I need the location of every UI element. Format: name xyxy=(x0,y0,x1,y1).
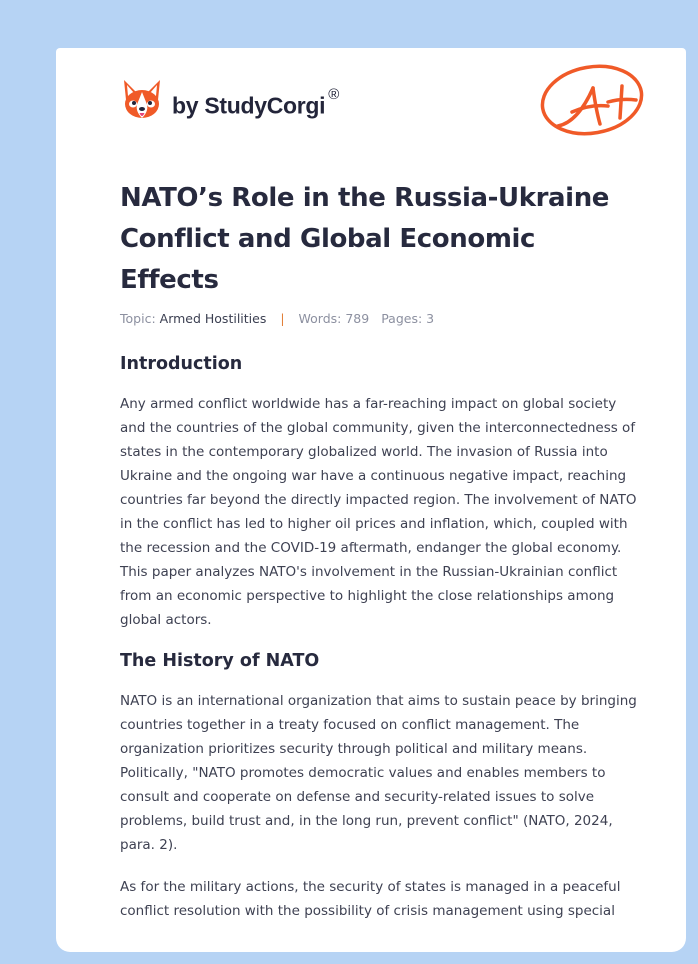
page-count: Pages: 3 xyxy=(381,311,435,326)
document-body xyxy=(120,350,640,923)
meta-separator: | xyxy=(280,311,285,326)
section-heading-history-of-nato: The History of NATO xyxy=(120,651,320,671)
document-page xyxy=(56,48,686,952)
brand-name: by StudyCorgi ® xyxy=(172,86,340,119)
paragraph: Any armed conflict worldwide has a far-reaching impact on global society and the countries of the global community, given the interconnectedness of states in the contemporary globalized world. The invasion of Russia into Ukraine and the ongoing war have a continuous negative impact, reaching countries far beyond the directly impacted region. The involvement of NATO in the conflict has led to higher oil prices and inflation, which, coupled with the recession and the COVID-19 aftermath, endanger the global economy. This paper analyzes NATO's involvement in the Russian-Ukrainian conflict from an economic perspective to highlight the close relationships among global actors. xyxy=(120,396,637,628)
corgi-icon xyxy=(120,78,164,122)
a-plus-grade-icon xyxy=(538,60,648,140)
paragraph: NATO is an international organization that aims to sustain peace by bringing countries together in a treaty focused on conflict management. The organization prioritizes security through political and military means. Politically, "NATO promotes democratic values and enables members to consult and cooperate on defense and security-related issues to solve problems, build trust and, in the long run, prevent conflict" (NATO, 2024, para. 2). xyxy=(120,693,637,853)
topic-link[interactable]: Armed Hostilities xyxy=(159,311,267,326)
paragraph: As for the military actions, the security of states is managed in a peaceful conflict resolution with the possibility of crisis management using special xyxy=(120,879,621,919)
document-title: NATO’s Role in the Russia-Ukraine Conflict and Global Economic Effects xyxy=(120,183,610,295)
topic-label: Topic: xyxy=(120,311,156,326)
studycorgi-logo[interactable] xyxy=(120,76,339,124)
document-meta xyxy=(120,311,434,326)
word-count: Words: 789 xyxy=(298,311,370,326)
section-heading-introduction: Introduction xyxy=(120,354,243,374)
